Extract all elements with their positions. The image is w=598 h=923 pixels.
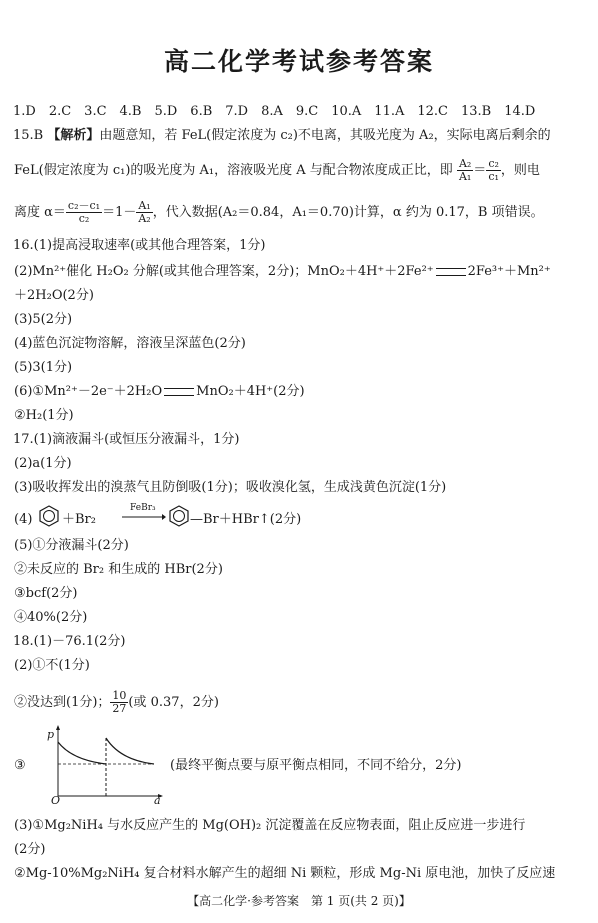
page-title: 高二化学考试参考答案 (163, 47, 434, 76)
q17-p8: ④40%(2分) (14, 610, 88, 625)
q17-p4-label: (4) (14, 512, 33, 527)
q16-p4: (4)蓝色沉淀物溶解，溶液呈深蓝色(2分) (14, 336, 246, 351)
q15-text3b: ＝1－ (102, 205, 137, 220)
q15-text3c: ，代入数据(A₂＝0.84，A₁＝0.70)计算，α 约为 0.17，B 项错误。 (152, 205, 544, 220)
q17-p4-products: —Br＋HBr↑(2分) (190, 512, 302, 527)
graph-note: (最终平衡点要与原平衡点相同，不同不给分，2分) (170, 758, 462, 773)
q18-p3: ②没达到(1分)； $\frac{10}{27}$ (或 0.37，2分) (14, 689, 219, 715)
axis-p-label: p (47, 728, 55, 741)
catalyst-label: FeBr₃ (130, 503, 156, 513)
q15-text1: 由题意知，若 FeL(假定浓度为 c₂)不电离，其吸光度为 A₂，实际电离后剩余的 (99, 128, 551, 143)
q16-p2: (2)Mn²⁺催化 H₂O₂ 分解(或其他合理答案，2分)；MnO₂＋4H⁺＋2Fe²⁺ 2Fe³⁺＋Mn²⁺ (14, 264, 551, 279)
q16-p1: 16.(1)提高浸取速率(或其他合理答案，1分) (13, 238, 266, 253)
q16-p6c: ②H₂(1分) (14, 408, 74, 423)
axis-a-label: a (154, 794, 161, 807)
q15-line3 (14, 200, 544, 225)
q16-p5: (5)3(1分) (14, 360, 73, 375)
q15-line2 (14, 158, 540, 183)
fraction-10-27: $\frac{10}{27}$ (112, 689, 127, 715)
benzene-ring-icon (168, 505, 190, 527)
q16-p2c: ＋2H₂O(2分) (14, 288, 94, 303)
fraction-a1-a2: $\frac{\text{A₁}}{\text{A₂}}$ (138, 199, 151, 225)
q15-text2: FeL(假定浓度为 c₁)的吸光度为 A₁，溶液吸光度 A 与配合物浓度成正比，即 (14, 163, 453, 178)
page-footer: 【高二化学·参考答案 第 1 页(共 2 页)】 (187, 894, 411, 908)
fraction-c2-c1: $\frac{\text{c₂}}{\text{c₁}}$ (488, 157, 499, 183)
axis-origin-label: O (51, 794, 61, 807)
q18-p2: (2)①不(1分) (14, 658, 90, 673)
q17-p5: (5)①分液漏斗(2分) (14, 538, 129, 553)
q18-p5: (3)①Mg₂NiH₄ 与水反应产生的 Mg(OH)₂ 沉淀覆盖在反应物表面，阻止反应进一步进行 (14, 818, 526, 833)
equation-equals (164, 388, 194, 396)
q18-p4-label: ③ (14, 758, 26, 773)
fraction-ionization: $\frac{\text{c₂－c₁}}{\text{c₂}}$ (67, 199, 101, 225)
q17-p7: ③bcf(2分) (14, 586, 78, 601)
q18-p1: 18.(1)－76.1(2分) (13, 634, 126, 649)
fraction-a2-a1: $\frac{\text{A₂}}{\text{A₁}}$ (458, 157, 472, 183)
q17-p1: 17.(1)滴液漏斗(或恒压分液漏斗，1分) (13, 432, 240, 447)
q15-text2b: ，则电 (500, 163, 540, 178)
q16-p3: (3)5(2分) (14, 312, 73, 327)
pressure-graph (46, 724, 166, 804)
benzene-ring-icon (38, 505, 60, 527)
q15-answer: 15.B (13, 128, 48, 143)
q15-line1 (13, 128, 551, 144)
equation-equals (436, 268, 466, 276)
q18-p6: (2分) (14, 842, 46, 857)
q18-p7: ②Mg-10%Mg₂NiH₄ 复合材料水解产生的超细 Ni 颗粒，形成 Mg-Ni 原电池，加快了反应速 (14, 866, 556, 881)
analysis-tag: 【解析】 (47, 128, 100, 143)
q17-p3: (3)吸收挥发出的溴蒸气且防倒吸(1分)；吸收溴化氢，生成浅黄色沉淀(1分) (14, 480, 447, 495)
reaction-arrow-icon (122, 513, 166, 521)
mc-answers: 1.D 2.C 3.C 4.B 5.D 6.B 7.D 8.A 9.C 10.A 11.A 12.C 13.B 14.D (13, 104, 536, 119)
equals-sign: ＝ (473, 163, 487, 178)
q16-p6: (6)①Mn²⁺－2e⁻＋2H₂O MnO₂＋4H⁺(2分) (14, 384, 305, 399)
q17-p6: ②未反应的 Br₂ 和生成的 HBr(2分) (14, 562, 223, 577)
q17-p2: (2)a(1分) (14, 456, 72, 471)
q17-p4-br2: ＋Br₂ (62, 512, 96, 527)
q15-text3a: 离度 α＝ (14, 205, 66, 220)
